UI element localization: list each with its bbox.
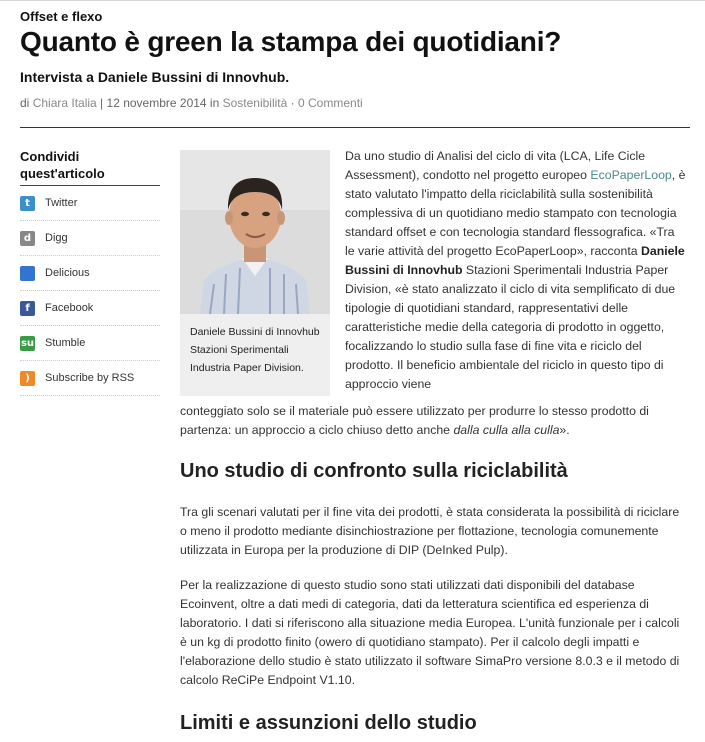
ecopaperloop-link[interactable]: EcoPaperLoop bbox=[590, 168, 672, 182]
author-link[interactable]: Chiara Italia bbox=[32, 96, 97, 110]
innovhub-link[interactable]: Innovhub bbox=[407, 263, 463, 277]
article-meta bbox=[20, 96, 363, 110]
facebook-icon: f bbox=[20, 301, 35, 316]
share-item-subscribe-by-rss[interactable] bbox=[20, 361, 160, 396]
share-item-facebook[interactable] bbox=[20, 291, 160, 326]
share-item-label: Subscribe by RSS bbox=[45, 372, 135, 384]
rss-icon: ) bbox=[20, 371, 35, 386]
share-item-label: Twitter bbox=[45, 197, 78, 209]
share-item-digg[interactable] bbox=[20, 221, 160, 256]
meta-separator-2: · bbox=[287, 96, 298, 110]
share-item-twitter[interactable] bbox=[20, 186, 160, 221]
portrait-illustration bbox=[180, 150, 330, 314]
section-heading-2: Limiti e assunzioni dello studio bbox=[180, 712, 477, 734]
section1-paragraph-1: Tra gli scenari valutati per il fine vita dei prodotti, è stata considerata la possibilità di riciclare o meno il prodotto mediante disinchiostrazione per flottazione, tecnologia comunemente utilizzata in Europa per la produzione di DIP (DeInked Pulp). bbox=[180, 505, 680, 557]
intro-text-3: Stazioni Sperimentali Industria Paper Division, «è stato analizzato il ciclo di vita semplificato di due tipologie di quotidiani standard, rappresentativi delle caratteristiche medie della categoria di prodotto in oggetto, focalizzando lo studio sulla fase di fine vita e riciclo del prodotto. Il beneficio ambientale del riciclo in questo tipo di approccio viene bbox=[345, 263, 676, 391]
intro-text-4: conteggiato solo se il materiale può essere utilizzato per produrre lo stesso prodotto di partenza: un approccio a ciclo chiuso detto anche bbox=[180, 404, 649, 437]
section1-paragraph-2: Per la realizzazione di questo studio sono stati utilizzati dati disponibili del database Ecoinvent, oltre a dati medi di categoria, dati da letteratura scientifica ed esperienza di laboratorio. I dati si riferiscono alla situazione media Europea. L'unità funzionale per i calcoli è un kg di prodotto finito (owero di quotidiano stampato). Per il calcolo degli impatti e l'elaborazione dello studio è stato utilizzato il software SimaPro versione 8.0.3 e il metodo di calcolo ReCiPe Endpoint V1.10. bbox=[180, 578, 680, 687]
author-photo bbox=[180, 150, 330, 314]
share-item-label: Facebook bbox=[45, 302, 94, 314]
meta-by: di bbox=[20, 96, 30, 110]
intro-text-5: ». bbox=[559, 423, 570, 437]
top-border bbox=[0, 0, 705, 1]
share-item-label: Stumble bbox=[45, 337, 86, 349]
intro-paragraph bbox=[345, 147, 687, 394]
delicious-icon bbox=[20, 266, 35, 281]
share-item-stumble[interactable] bbox=[20, 326, 160, 361]
interviewee-name: Daniele Bussini di bbox=[345, 244, 685, 277]
share-sidebar bbox=[20, 148, 160, 396]
share-item-delicious[interactable] bbox=[20, 256, 160, 291]
digg-icon: d bbox=[20, 231, 35, 246]
page-title: Quanto è green la stampa dei quotidiani? bbox=[20, 26, 562, 57]
photo-figure bbox=[180, 150, 330, 396]
meta-in: in bbox=[206, 96, 223, 110]
category-link[interactable]: Sostenibilità bbox=[222, 96, 288, 110]
article-subtitle: Intervista a Daniele Bussini di Innovhub. bbox=[20, 69, 290, 85]
intro-paragraph-continued bbox=[180, 402, 688, 440]
category-kicker[interactable]: Offset e flexo bbox=[20, 9, 103, 24]
share-item-label: Digg bbox=[45, 232, 68, 244]
share-item-label: Delicious bbox=[45, 267, 90, 279]
section-heading-1: Uno studio di confronto sulla riciclabilità bbox=[180, 460, 568, 482]
share-list bbox=[20, 186, 160, 396]
meta-separator: | bbox=[96, 96, 107, 110]
intro-italic-phrase: dalla culla alla culla bbox=[453, 423, 560, 437]
publish-date: 12 novembre 2014 bbox=[106, 96, 207, 110]
intro-text-1: Da uno studio di Analisi del ciclo di vita (LCA, Life Cicle Assessment), condotto nel progetto europeo bbox=[345, 149, 646, 182]
comments-link[interactable]: 0 Commenti bbox=[298, 96, 363, 110]
share-title: Condividi quest'articolo bbox=[20, 148, 160, 186]
header-divider bbox=[20, 127, 690, 128]
photo-caption: Daniele Bussini di Innovhub Stazioni Sperimentali Industria Paper Division. bbox=[190, 326, 320, 374]
stumbleupon-icon: su bbox=[20, 337, 35, 349]
twitter-icon: t bbox=[20, 196, 35, 211]
intro-text-2: , è stato valutato l'impatto della riciclabilità sulla sostenibilità complessiva di un quotidiano medio stampato con tecnologia standard offset e con tecnologia standard flessografica. «Tra le varie attività del progetto EcoPaperLoop», racconta bbox=[345, 168, 686, 258]
